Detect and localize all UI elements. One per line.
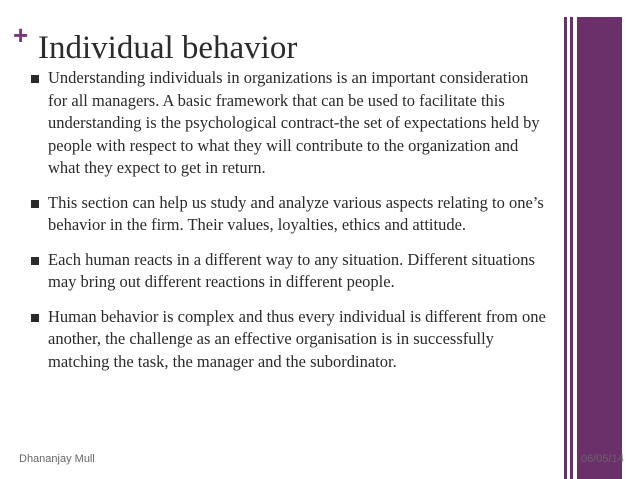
bullet-text: Human behavior is complex and thus every individual is different from one another, the challenge as an effective organisation is in successfully matching the task, the manager and the subordinator. [48, 306, 546, 371]
accent-bar-thin-right [570, 17, 573, 479]
bullet-item [30, 306, 550, 374]
bullet-list [30, 67, 550, 385]
accent-bar-thin-left [564, 17, 567, 479]
bullet-text: Understanding individuals in organizations is an important consideration for all managers. A basic framework that can be used to facilitate this understanding is the psychological contract-the set of expectations held by people with respect to what they will contribute to the organization and what they expect to get in return. [48, 68, 540, 177]
bullet-item [30, 192, 550, 237]
square-bullet-icon [31, 75, 39, 83]
bullet-item [30, 249, 550, 294]
footer-date: 06/05/14 [581, 453, 624, 465]
bullet-text: This section can help us study and analyze various aspects relating to one’s behavior in the firm. Their values, loyalties, ethics and attitude. [48, 192, 544, 234]
slide-title: Individual behavior [38, 30, 298, 66]
bullet-text: Each human reacts in a different way to any situation. Different situations may bring out different reactions in different people. [48, 249, 535, 291]
square-bullet-icon [31, 314, 39, 322]
bullet-item [30, 67, 550, 180]
square-bullet-icon [31, 200, 39, 208]
accent-bar-wide [577, 17, 622, 479]
footer-author: Dhananjay Mull [19, 453, 95, 465]
square-bullet-icon [31, 257, 39, 265]
plus-icon: + [13, 20, 29, 50]
